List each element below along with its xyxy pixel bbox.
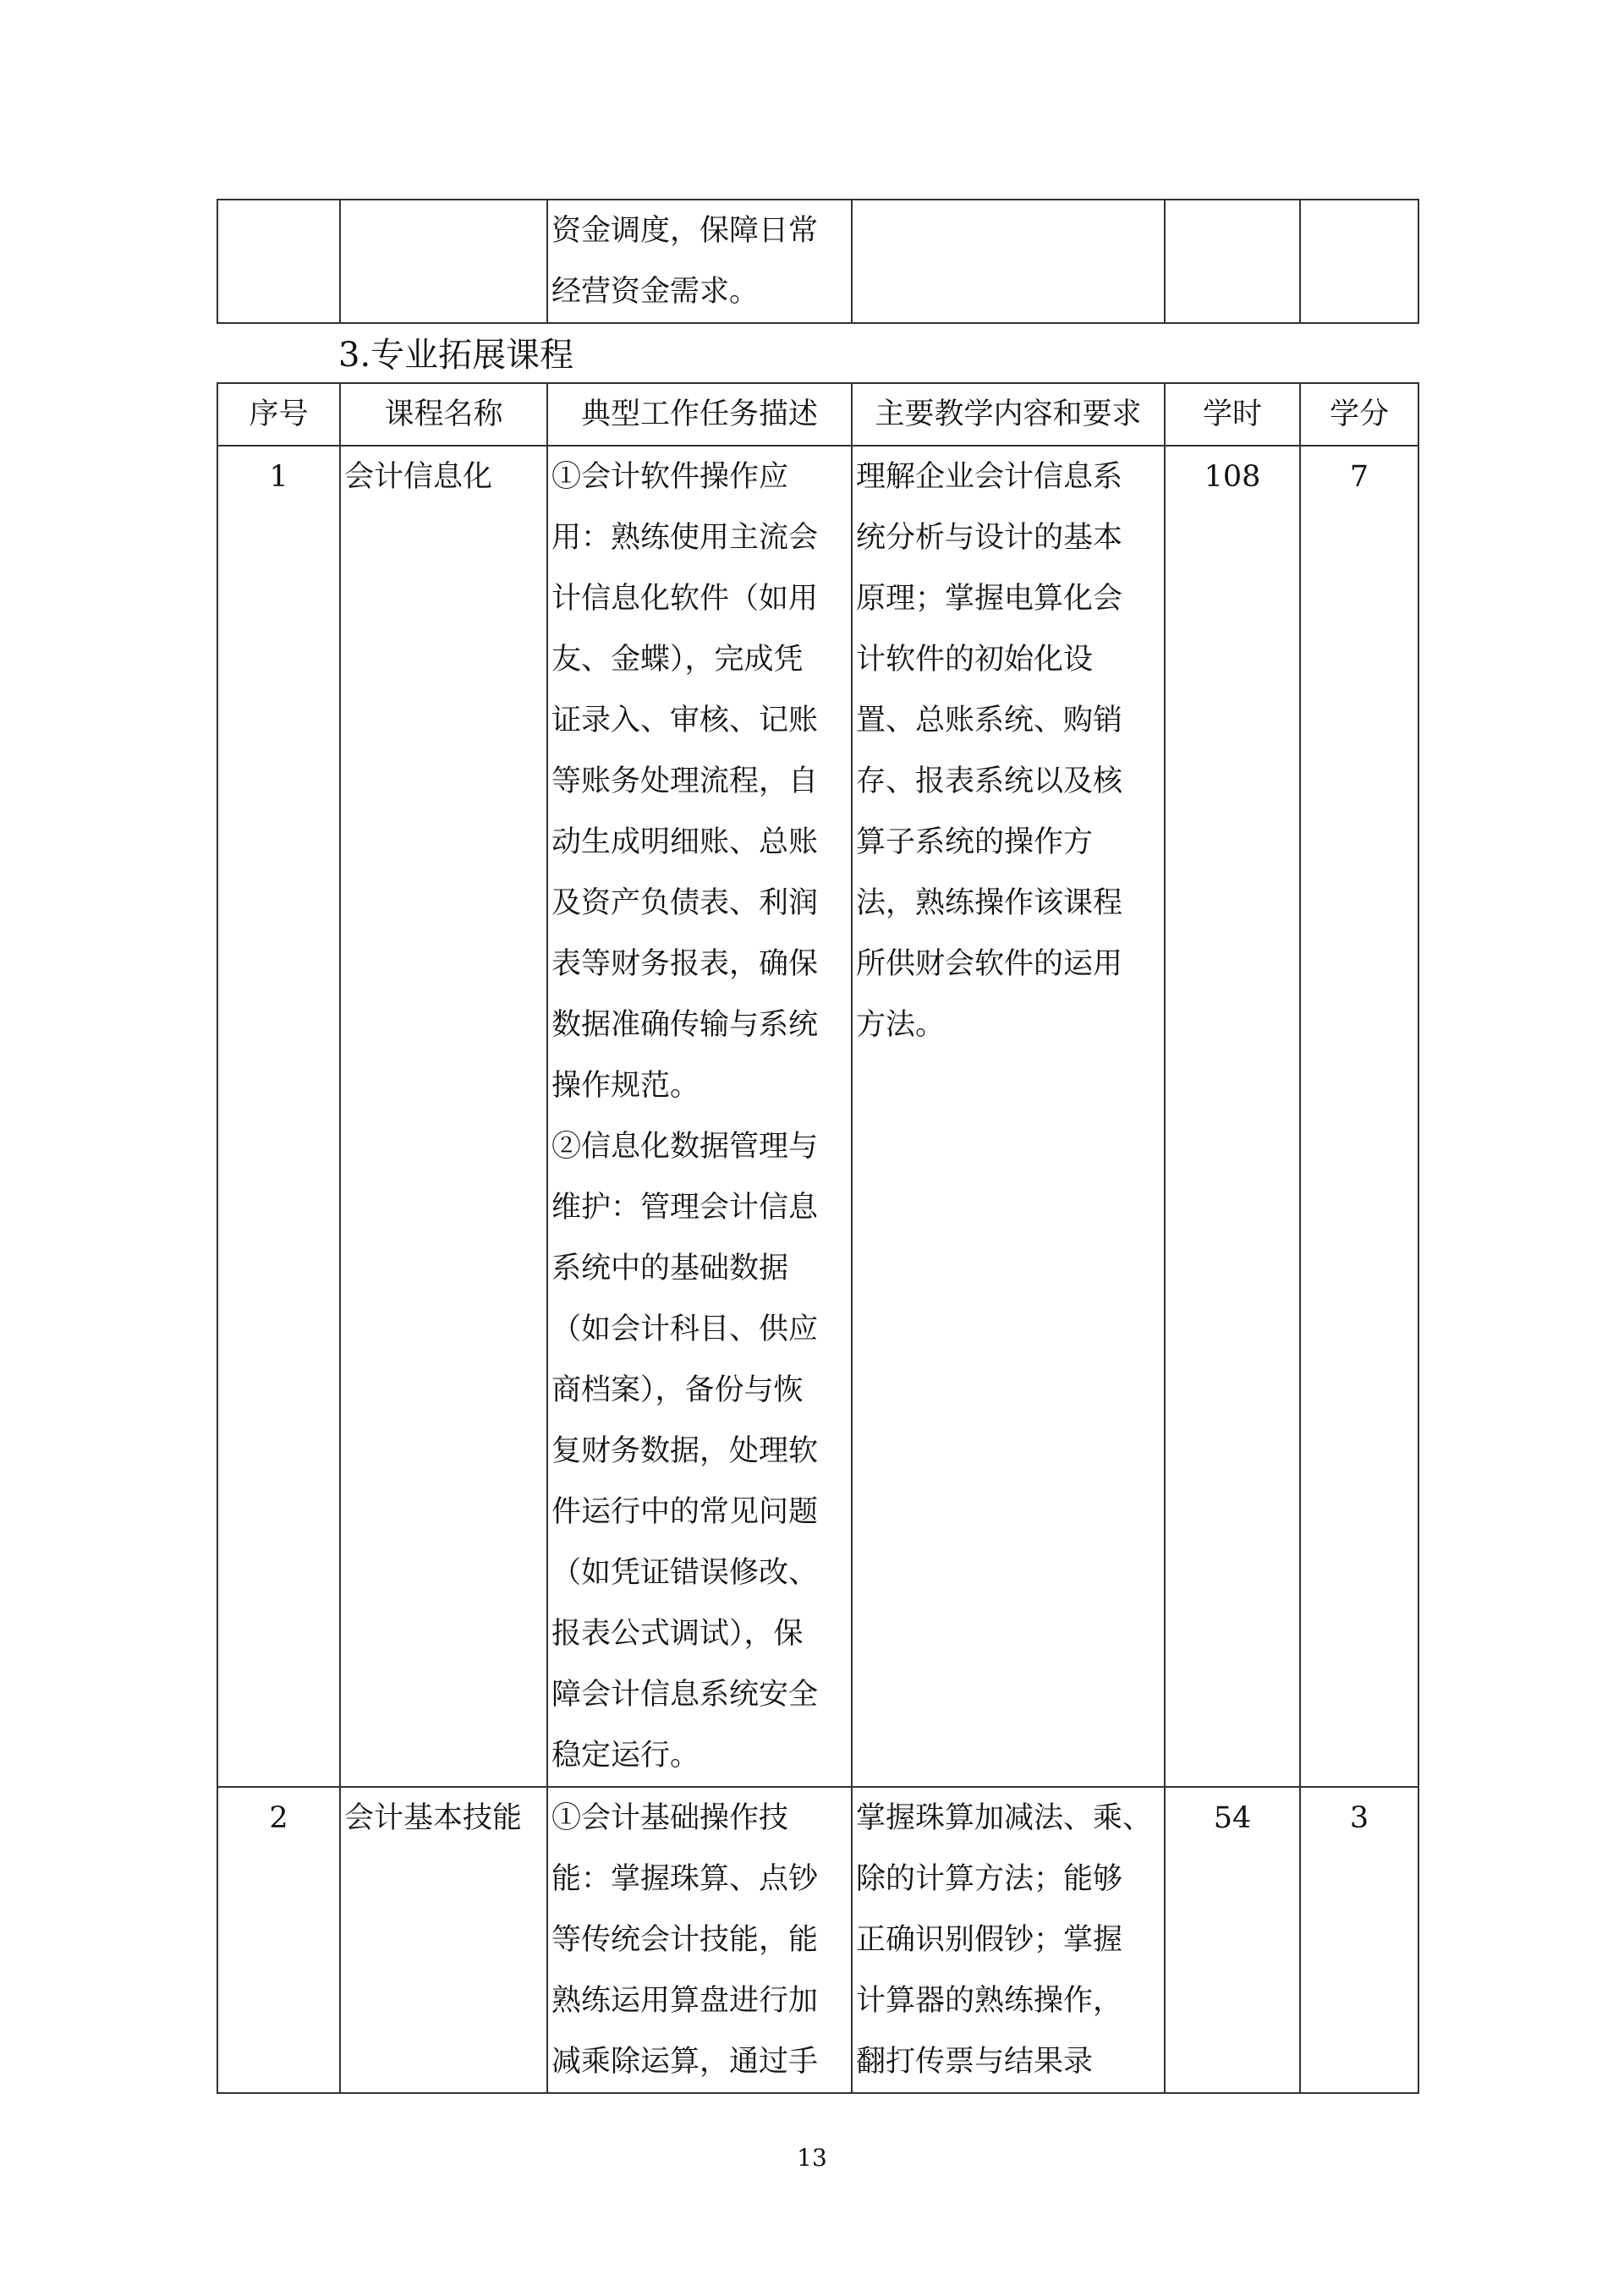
task-description (547, 446, 852, 1787)
hours: 54 (1165, 1787, 1300, 2093)
task-text: ①会计基础操作技 能：掌握珠算、点钞 等传统会计技能，能 熟练运用算盘进行加 减乘除运算，通过手 (551, 1801, 819, 2079)
header-course-name: 课程名称 (340, 383, 547, 446)
table-cell (340, 200, 547, 323)
table-row (217, 200, 1418, 323)
table-cell (852, 200, 1165, 323)
teaching-content (852, 446, 1165, 1787)
header-number: 序号 (217, 383, 340, 446)
header-credits: 学分 (1300, 383, 1418, 446)
hours: 108 (1165, 446, 1300, 1787)
table-cell (217, 200, 340, 323)
course-name: 会计信息化 (340, 446, 547, 1787)
course-table (217, 382, 1419, 2094)
credits: 7 (1300, 446, 1418, 1787)
table-row (217, 1787, 1418, 2093)
row-number: 1 (217, 446, 340, 1787)
table-cell (547, 200, 852, 323)
page-number: 13 (797, 2144, 827, 2172)
table-header-row (217, 383, 1418, 446)
content-text: 理解企业会计信息系 统分析与设计的基本 原理；掌握电算化会 计软件的初始化设 置、总账系统、购销 存、报表系统以及核 算子系统的操作方 法，熟练操作该课程 所供财会软件的运用 方法。 (856, 460, 1123, 1042)
row-number: 2 (217, 1787, 340, 2093)
task-text: ①会计软件操作应 用：熟练使用主流会 计信息化软件（如用 友、金蝶），完成凭 证录入、审核、记账 等账务处理流程，自 动生成明细账、总账 及资产负债表、利润 表等财务报表，确保 数据准确传输与系统 操作规范。 ②信息化数据管理与 维护：管理会计信息 系统中的基础数据 （如会计科目、供应 商档案），备份与恢 复财务数据，处理软 件运行中的常见问题 （如凭证错误修改、 报表公式调试），保 障会计信息系统安全 稳定运行。 (551, 460, 819, 1773)
table-row (217, 446, 1418, 1787)
course-name: 会计基本技能 (340, 1787, 547, 2093)
section-heading: 3.专业拓展课程 (338, 336, 574, 375)
header-content: 主要教学内容和要求 (852, 383, 1165, 446)
task-description (547, 1787, 852, 2093)
table-cell (1165, 200, 1300, 323)
task-description: 资金调度，保障日常 经营资金需求。 (551, 214, 819, 309)
header-hours: 学时 (1165, 383, 1300, 446)
continued-table (217, 199, 1419, 324)
content-text: 掌握珠算加减法、乘、 除的计算方法；能够 正确识别假钞；掌握 计算器的熟练操作， 翻打传票与结果录 (856, 1801, 1153, 2079)
header-task: 典型工作任务描述 (547, 383, 852, 446)
table-cell (1300, 200, 1418, 323)
teaching-content (852, 1787, 1165, 2093)
credits: 3 (1300, 1787, 1418, 2093)
